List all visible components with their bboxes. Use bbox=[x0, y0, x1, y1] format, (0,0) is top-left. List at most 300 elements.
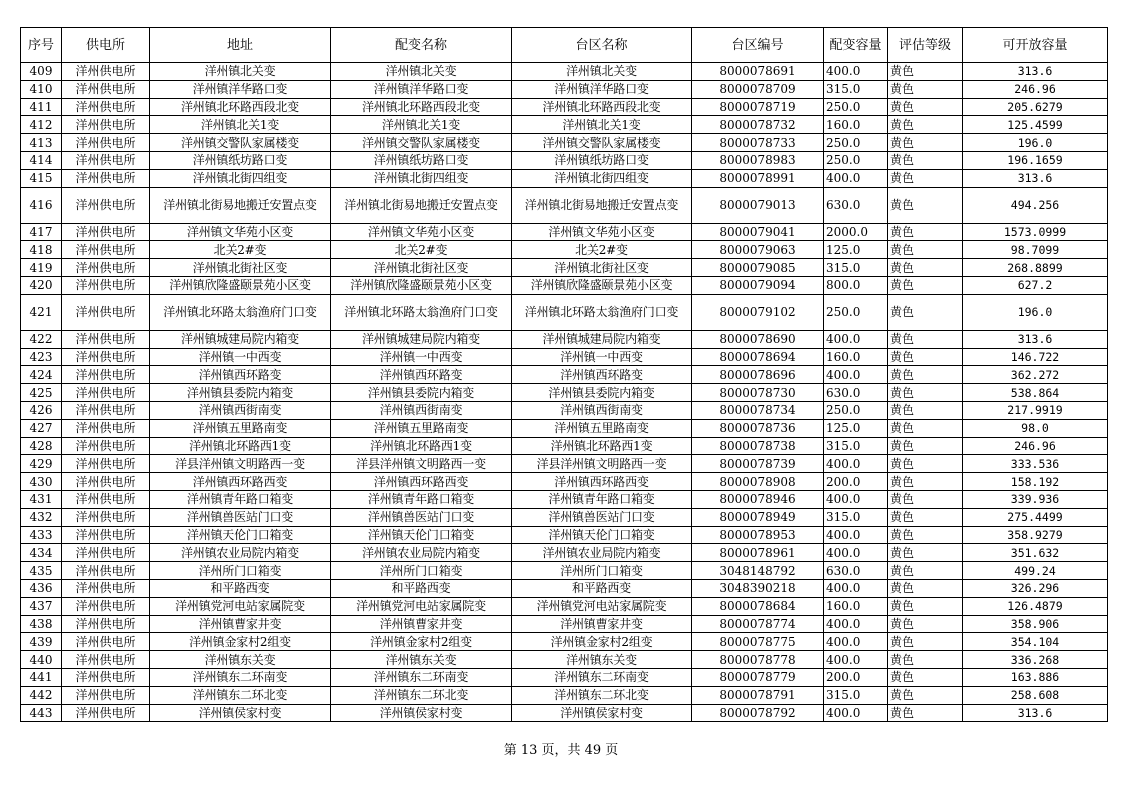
transformer-name-cell: 洋州镇天伦门口箱变 bbox=[331, 526, 512, 544]
address-cell: 洋州镇交警队家属楼变 bbox=[150, 134, 331, 152]
open-capacity-cell: 358.9279 bbox=[963, 526, 1108, 544]
page-footer: 第 13 页，共 49 页 bbox=[503, 743, 619, 758]
rating-cell: 黄色 bbox=[888, 366, 963, 384]
open-capacity-cell: 336.268 bbox=[963, 651, 1108, 669]
row-index-cell: 415 bbox=[21, 169, 62, 187]
area-code-cell: 8000078736 bbox=[692, 419, 824, 437]
row-index-cell: 443 bbox=[21, 704, 62, 722]
row-index-cell: 425 bbox=[21, 384, 62, 402]
area-code-cell: 8000078696 bbox=[692, 366, 824, 384]
area-code-cell: 8000078949 bbox=[692, 508, 824, 526]
rating-cell: 黄色 bbox=[888, 615, 963, 633]
row-index-cell: 427 bbox=[21, 419, 62, 437]
open-capacity-cell: 217.9919 bbox=[963, 401, 1108, 419]
transformer-capacity-cell: 250.0 bbox=[824, 134, 888, 152]
area-code-cell: 8000078739 bbox=[692, 455, 824, 473]
rating-cell: 黄色 bbox=[888, 187, 963, 223]
station-name-cell: 洋州供电所 bbox=[62, 526, 150, 544]
area-code-cell: 8000078779 bbox=[692, 668, 824, 686]
station-name-cell: 洋州供电所 bbox=[62, 366, 150, 384]
transformer-name-cell: 洋州镇东关变 bbox=[331, 651, 512, 669]
station-name-cell: 洋州供电所 bbox=[62, 294, 150, 330]
station-name-cell: 洋州供电所 bbox=[62, 259, 150, 277]
area-code-cell: 3048148792 bbox=[692, 562, 824, 580]
transformer-capacity-cell: 315.0 bbox=[824, 508, 888, 526]
table-row bbox=[21, 508, 1108, 526]
table-row bbox=[21, 437, 1108, 455]
row-index-cell: 420 bbox=[21, 276, 62, 294]
station-name-cell: 洋州供电所 bbox=[62, 187, 150, 223]
address-cell: 洋州镇城建局院内箱变 bbox=[150, 330, 331, 348]
open-capacity-cell: 158.192 bbox=[963, 473, 1108, 491]
open-capacity-cell: 313.6 bbox=[963, 330, 1108, 348]
area-name-cell: 洋州镇北环路西1变 bbox=[512, 437, 692, 455]
transformer-name-cell: 洋县洋州镇文明路西一变 bbox=[331, 455, 512, 473]
transformer-name-cell: 洋州镇北街易地搬迁安置点变 bbox=[331, 187, 512, 223]
address-cell: 洋州镇西街南变 bbox=[150, 401, 331, 419]
transformer-capacity-cell: 315.0 bbox=[824, 259, 888, 277]
open-capacity-cell: 126.4879 bbox=[963, 597, 1108, 615]
transformer-capacity-cell: 250.0 bbox=[824, 294, 888, 330]
rating-cell: 黄色 bbox=[888, 169, 963, 187]
station-name-cell: 洋州供电所 bbox=[62, 508, 150, 526]
area-name-cell: 洋州镇北环路西段北变 bbox=[512, 98, 692, 116]
transformer-capacity-cell: 800.0 bbox=[824, 276, 888, 294]
row-index-cell: 414 bbox=[21, 151, 62, 169]
row-index-cell: 441 bbox=[21, 668, 62, 686]
row-index-cell: 434 bbox=[21, 544, 62, 562]
transformer-capacity-cell: 630.0 bbox=[824, 384, 888, 402]
area-name-cell: 洋州镇文华苑小区变 bbox=[512, 223, 692, 241]
row-index-cell: 433 bbox=[21, 526, 62, 544]
station-name-cell: 洋州供电所 bbox=[62, 116, 150, 134]
rating-cell: 黄色 bbox=[888, 276, 963, 294]
transformer-capacity-cell: 400.0 bbox=[824, 544, 888, 562]
table-row bbox=[21, 544, 1108, 562]
table-row bbox=[21, 668, 1108, 686]
address-cell: 洋州镇纸坊路口变 bbox=[150, 151, 331, 169]
transformer-name-cell: 洋州镇北街四组变 bbox=[331, 169, 512, 187]
open-capacity-cell: 358.906 bbox=[963, 615, 1108, 633]
transformer-name-cell: 洋州镇洋华路口变 bbox=[331, 80, 512, 98]
address-cell: 北关2#变 bbox=[150, 241, 331, 259]
transformer-name-cell: 和平路西变 bbox=[331, 579, 512, 597]
address-cell: 洋州镇北关1变 bbox=[150, 116, 331, 134]
table-row bbox=[21, 633, 1108, 651]
area-name-cell: 洋州镇西街南变 bbox=[512, 401, 692, 419]
area-name-cell: 洋州镇天伦门口箱变 bbox=[512, 526, 692, 544]
transformer-capacity-cell: 400.0 bbox=[824, 455, 888, 473]
open-capacity-cell: 146.722 bbox=[963, 348, 1108, 366]
row-index-cell: 431 bbox=[21, 490, 62, 508]
transformer-capacity-cell: 315.0 bbox=[824, 437, 888, 455]
transformer-name-cell: 洋州镇交警队家属楼变 bbox=[331, 134, 512, 152]
area-code-cell: 8000078908 bbox=[692, 473, 824, 491]
transformer-capacity-cell: 250.0 bbox=[824, 151, 888, 169]
area-name-cell: 洋州镇一中西变 bbox=[512, 348, 692, 366]
address-cell: 洋州镇北环路西1变 bbox=[150, 437, 331, 455]
transformer-capacity-cell: 2000.0 bbox=[824, 223, 888, 241]
area-code-cell: 8000078709 bbox=[692, 80, 824, 98]
transformer-name-cell: 洋州镇兽医站门口变 bbox=[331, 508, 512, 526]
transformer-name-cell: 洋州镇一中西变 bbox=[331, 348, 512, 366]
row-index-cell: 429 bbox=[21, 455, 62, 473]
row-index-cell: 424 bbox=[21, 366, 62, 384]
area-code-cell: 8000078719 bbox=[692, 98, 824, 116]
rating-cell: 黄色 bbox=[888, 348, 963, 366]
area-name-cell: 洋州镇东二环北变 bbox=[512, 686, 692, 704]
transformer-name-cell: 洋州镇青年路口箱变 bbox=[331, 490, 512, 508]
rating-cell: 黄色 bbox=[888, 562, 963, 580]
transformer-name-cell: 洋州镇西街南变 bbox=[331, 401, 512, 419]
transformer-name-cell: 洋州镇西环路变 bbox=[331, 366, 512, 384]
area-code-cell: 8000078774 bbox=[692, 615, 824, 633]
transformer-capacity-cell: 250.0 bbox=[824, 401, 888, 419]
transformer-capacity-cell: 125.0 bbox=[824, 419, 888, 437]
transformer-name-cell: 洋州镇纸坊路口变 bbox=[331, 151, 512, 169]
area-name-cell: 洋州镇农业局院内箱变 bbox=[512, 544, 692, 562]
area-code-cell: 8000078792 bbox=[692, 704, 824, 722]
open-capacity-cell: 98.0 bbox=[963, 419, 1108, 437]
area-name-cell: 洋州镇西环路变 bbox=[512, 366, 692, 384]
header-area-name: 台区名称 bbox=[512, 28, 692, 63]
station-name-cell: 洋州供电所 bbox=[62, 98, 150, 116]
row-index-cell: 413 bbox=[21, 134, 62, 152]
address-cell: 洋州所门口箱变 bbox=[150, 562, 331, 580]
area-name-cell: 洋州镇洋华路口变 bbox=[512, 80, 692, 98]
address-cell: 洋州镇西环路西变 bbox=[150, 473, 331, 491]
transformer-name-cell: 洋州镇北环路西1变 bbox=[331, 437, 512, 455]
address-cell: 洋州镇一中西变 bbox=[150, 348, 331, 366]
table-row bbox=[21, 384, 1108, 402]
table-row bbox=[21, 704, 1108, 722]
transformer-capacity-cell: 315.0 bbox=[824, 80, 888, 98]
area-name-cell: 洋州镇交警队家属楼变 bbox=[512, 134, 692, 152]
header-open-capacity: 可开放容量 bbox=[963, 28, 1108, 63]
area-name-cell: 洋州镇北环路太翁渔府门口变 bbox=[512, 294, 692, 330]
address-cell: 洋州镇北街四组变 bbox=[150, 169, 331, 187]
area-name-cell: 洋州镇五里路南变 bbox=[512, 419, 692, 437]
address-cell: 洋州镇东二环北变 bbox=[150, 686, 331, 704]
table-row bbox=[21, 276, 1108, 294]
row-index-cell: 440 bbox=[21, 651, 62, 669]
transformer-name-cell: 洋州所门口箱变 bbox=[331, 562, 512, 580]
transformer-capacity-cell: 400.0 bbox=[824, 63, 888, 81]
station-name-cell: 洋州供电所 bbox=[62, 151, 150, 169]
area-code-cell: 8000078684 bbox=[692, 597, 824, 615]
row-index-cell: 411 bbox=[21, 98, 62, 116]
row-index-cell: 422 bbox=[21, 330, 62, 348]
table-row bbox=[21, 330, 1108, 348]
station-name-cell: 洋州供电所 bbox=[62, 401, 150, 419]
open-capacity-cell: 326.296 bbox=[963, 579, 1108, 597]
rating-cell: 黄色 bbox=[888, 330, 963, 348]
transformer-capacity-cell: 160.0 bbox=[824, 116, 888, 134]
table-row bbox=[21, 187, 1108, 223]
area-code-cell: 8000078738 bbox=[692, 437, 824, 455]
open-capacity-cell: 351.632 bbox=[963, 544, 1108, 562]
open-capacity-cell: 333.536 bbox=[963, 455, 1108, 473]
table-row bbox=[21, 401, 1108, 419]
transformer-capacity-cell: 400.0 bbox=[824, 704, 888, 722]
transformer-name-cell: 洋州镇东二环南变 bbox=[331, 668, 512, 686]
open-capacity-cell: 98.7099 bbox=[963, 241, 1108, 259]
transformer-name-cell: 洋州镇北关变 bbox=[331, 63, 512, 81]
open-capacity-cell: 1573.0999 bbox=[963, 223, 1108, 241]
table-row bbox=[21, 686, 1108, 704]
address-cell: 洋州镇北环路西段北变 bbox=[150, 98, 331, 116]
transformer-name-cell: 洋州镇农业局院内箱变 bbox=[331, 544, 512, 562]
transformer-name-cell: 洋州镇西环路西变 bbox=[331, 473, 512, 491]
open-capacity-cell: 354.104 bbox=[963, 633, 1108, 651]
address-cell: 洋州镇北街易地搬迁安置点变 bbox=[150, 187, 331, 223]
address-cell: 洋州镇五里路南变 bbox=[150, 419, 331, 437]
area-code-cell: 8000079041 bbox=[692, 223, 824, 241]
station-name-cell: 洋州供电所 bbox=[62, 633, 150, 651]
address-cell: 洋州镇东关变 bbox=[150, 651, 331, 669]
area-name-cell: 和平路西变 bbox=[512, 579, 692, 597]
station-name-cell: 洋州供电所 bbox=[62, 63, 150, 81]
address-cell: 洋州镇青年路口箱变 bbox=[150, 490, 331, 508]
transformer-name-cell: 洋州镇侯家村变 bbox=[331, 704, 512, 722]
address-cell: 洋州镇曹家井变 bbox=[150, 615, 331, 633]
transformer-capacity-cell: 200.0 bbox=[824, 473, 888, 491]
rating-cell: 黄色 bbox=[888, 134, 963, 152]
area-name-cell: 洋州镇侯家村变 bbox=[512, 704, 692, 722]
header-rating: 评估等级 bbox=[888, 28, 963, 63]
open-capacity-cell: 313.6 bbox=[963, 704, 1108, 722]
area-name-cell: 洋州镇欣隆盛颐景苑小区变 bbox=[512, 276, 692, 294]
area-code-cell: 8000078733 bbox=[692, 134, 824, 152]
table-row bbox=[21, 151, 1108, 169]
header-station: 供电所 bbox=[62, 28, 150, 63]
address-cell: 洋州镇农业局院内箱变 bbox=[150, 544, 331, 562]
address-cell: 洋州镇党河电站家属院变 bbox=[150, 597, 331, 615]
transformer-capacity-cell: 400.0 bbox=[824, 366, 888, 384]
area-code-cell: 8000079063 bbox=[692, 241, 824, 259]
table-body bbox=[21, 63, 1108, 722]
address-cell: 洋州镇欣隆盛颐景苑小区变 bbox=[150, 276, 331, 294]
row-index-cell: 437 bbox=[21, 597, 62, 615]
transformer-name-cell: 洋州镇城建局院内箱变 bbox=[331, 330, 512, 348]
area-name-cell: 洋州所门口箱变 bbox=[512, 562, 692, 580]
open-capacity-cell: 258.608 bbox=[963, 686, 1108, 704]
table-row bbox=[21, 526, 1108, 544]
table-row bbox=[21, 80, 1108, 98]
rating-cell: 黄色 bbox=[888, 526, 963, 544]
row-index-cell: 430 bbox=[21, 473, 62, 491]
address-cell: 洋州镇北环路太翁渔府门口变 bbox=[150, 294, 331, 330]
transformer-capacity-cell: 400.0 bbox=[824, 330, 888, 348]
row-index-cell: 432 bbox=[21, 508, 62, 526]
row-index-cell: 416 bbox=[21, 187, 62, 223]
transformer-name-cell: 洋州镇文华苑小区变 bbox=[331, 223, 512, 241]
transformer-name-cell: 北关2#变 bbox=[331, 241, 512, 259]
rating-cell: 黄色 bbox=[888, 80, 963, 98]
transformer-capacity-cell: 400.0 bbox=[824, 526, 888, 544]
transformer-name-cell: 洋州镇北环路西段北变 bbox=[331, 98, 512, 116]
table-row bbox=[21, 562, 1108, 580]
header-transformer-name: 配变名称 bbox=[331, 28, 512, 63]
table-row bbox=[21, 455, 1108, 473]
row-index-cell: 442 bbox=[21, 686, 62, 704]
transformer-capacity-cell: 400.0 bbox=[824, 633, 888, 651]
address-cell: 洋州镇东二环南变 bbox=[150, 668, 331, 686]
rating-cell: 黄色 bbox=[888, 455, 963, 473]
open-capacity-cell: 362.272 bbox=[963, 366, 1108, 384]
row-index-cell: 412 bbox=[21, 116, 62, 134]
table-row bbox=[21, 348, 1108, 366]
station-name-cell: 洋州供电所 bbox=[62, 134, 150, 152]
transformer-capacity-cell: 400.0 bbox=[824, 490, 888, 508]
address-cell: 洋州镇天伦门口箱变 bbox=[150, 526, 331, 544]
open-capacity-cell: 196.0 bbox=[963, 294, 1108, 330]
area-code-cell: 8000078946 bbox=[692, 490, 824, 508]
station-name-cell: 洋州供电所 bbox=[62, 615, 150, 633]
row-index-cell: 428 bbox=[21, 437, 62, 455]
table-row bbox=[21, 615, 1108, 633]
area-name-cell: 北关2#变 bbox=[512, 241, 692, 259]
area-code-cell: 8000078778 bbox=[692, 651, 824, 669]
address-cell: 洋县洋州镇文明路西一变 bbox=[150, 455, 331, 473]
address-cell: 洋州镇洋华路口变 bbox=[150, 80, 331, 98]
transformer-name-cell: 洋州镇北关1变 bbox=[331, 116, 512, 134]
station-name-cell: 洋州供电所 bbox=[62, 80, 150, 98]
area-name-cell: 洋州镇城建局院内箱变 bbox=[512, 330, 692, 348]
area-name-cell: 洋州镇西环路西变 bbox=[512, 473, 692, 491]
area-name-cell: 洋州镇党河电站家属院变 bbox=[512, 597, 692, 615]
area-code-cell: 8000078791 bbox=[692, 686, 824, 704]
area-code-cell: 8000078961 bbox=[692, 544, 824, 562]
table-row bbox=[21, 597, 1108, 615]
area-name-cell: 洋州镇东关变 bbox=[512, 651, 692, 669]
open-capacity-cell: 125.4599 bbox=[963, 116, 1108, 134]
table-row bbox=[21, 651, 1108, 669]
rating-cell: 黄色 bbox=[888, 98, 963, 116]
table-row bbox=[21, 259, 1108, 277]
rating-cell: 黄色 bbox=[888, 401, 963, 419]
station-name-cell: 洋州供电所 bbox=[62, 276, 150, 294]
area-code-cell: 8000078991 bbox=[692, 169, 824, 187]
transformer-capacity-cell: 200.0 bbox=[824, 668, 888, 686]
address-cell: 和平路西变 bbox=[150, 579, 331, 597]
open-capacity-cell: 494.256 bbox=[963, 187, 1108, 223]
table-row bbox=[21, 134, 1108, 152]
header-transformer-capacity: 配变容量 bbox=[824, 28, 888, 63]
rating-cell: 黄色 bbox=[888, 508, 963, 526]
address-cell: 洋州镇侯家村变 bbox=[150, 704, 331, 722]
rating-cell: 黄色 bbox=[888, 437, 963, 455]
rating-cell: 黄色 bbox=[888, 686, 963, 704]
station-name-cell: 洋州供电所 bbox=[62, 686, 150, 704]
area-code-cell: 8000079102 bbox=[692, 294, 824, 330]
station-name-cell: 洋州供电所 bbox=[62, 704, 150, 722]
area-code-cell: 8000078953 bbox=[692, 526, 824, 544]
station-name-cell: 洋州供电所 bbox=[62, 223, 150, 241]
rating-cell: 黄色 bbox=[888, 704, 963, 722]
open-capacity-cell: 313.6 bbox=[963, 169, 1108, 187]
area-code-cell: 8000079094 bbox=[692, 276, 824, 294]
table-row bbox=[21, 116, 1108, 134]
transformer-name-cell: 洋州镇金家村2组变 bbox=[331, 633, 512, 651]
table-row bbox=[21, 473, 1108, 491]
table-row bbox=[21, 366, 1108, 384]
transformer-capacity-cell: 250.0 bbox=[824, 98, 888, 116]
table-row bbox=[21, 241, 1108, 259]
row-index-cell: 421 bbox=[21, 294, 62, 330]
open-capacity-cell: 627.2 bbox=[963, 276, 1108, 294]
open-capacity-cell: 313.6 bbox=[963, 63, 1108, 81]
open-capacity-cell: 538.864 bbox=[963, 384, 1108, 402]
address-cell: 洋州镇金家村2组变 bbox=[150, 633, 331, 651]
station-name-cell: 洋州供电所 bbox=[62, 437, 150, 455]
station-name-cell: 洋州供电所 bbox=[62, 579, 150, 597]
area-name-cell: 洋州镇曹家井变 bbox=[512, 615, 692, 633]
rating-cell: 黄色 bbox=[888, 63, 963, 81]
transformer-capacity-cell: 160.0 bbox=[824, 348, 888, 366]
area-code-cell: 3048390218 bbox=[692, 579, 824, 597]
open-capacity-cell: 499.24 bbox=[963, 562, 1108, 580]
header-area-code: 台区编号 bbox=[692, 28, 824, 63]
transformer-name-cell: 洋州镇党河电站家属院变 bbox=[331, 597, 512, 615]
transformer-capacity-cell: 160.0 bbox=[824, 597, 888, 615]
open-capacity-cell: 339.936 bbox=[963, 490, 1108, 508]
area-code-cell: 8000078690 bbox=[692, 330, 824, 348]
rating-cell: 黄色 bbox=[888, 223, 963, 241]
station-name-cell: 洋州供电所 bbox=[62, 419, 150, 437]
open-capacity-cell: 196.1659 bbox=[963, 151, 1108, 169]
rating-cell: 黄色 bbox=[888, 473, 963, 491]
table-row bbox=[21, 169, 1108, 187]
row-index-cell: 423 bbox=[21, 348, 62, 366]
rating-cell: 黄色 bbox=[888, 384, 963, 402]
row-index-cell: 436 bbox=[21, 579, 62, 597]
table-row bbox=[21, 490, 1108, 508]
header-address: 地址 bbox=[150, 28, 331, 63]
row-index-cell: 438 bbox=[21, 615, 62, 633]
table-row bbox=[21, 294, 1108, 330]
capacity-table bbox=[20, 27, 1108, 722]
area-name-cell: 洋州镇东二环南变 bbox=[512, 668, 692, 686]
transformer-name-cell: 洋州镇曹家井变 bbox=[331, 615, 512, 633]
area-name-cell: 洋州镇北街四组变 bbox=[512, 169, 692, 187]
area-code-cell: 8000078734 bbox=[692, 401, 824, 419]
open-capacity-cell: 246.96 bbox=[963, 437, 1108, 455]
table-row bbox=[21, 419, 1108, 437]
transformer-name-cell: 洋州镇北街社区变 bbox=[331, 259, 512, 277]
table-row bbox=[21, 579, 1108, 597]
row-index-cell: 417 bbox=[21, 223, 62, 241]
row-index-cell: 409 bbox=[21, 63, 62, 81]
station-name-cell: 洋州供电所 bbox=[62, 544, 150, 562]
transformer-name-cell: 洋州镇北环路太翁渔府门口变 bbox=[331, 294, 512, 330]
station-name-cell: 洋州供电所 bbox=[62, 348, 150, 366]
table-row bbox=[21, 98, 1108, 116]
row-index-cell: 418 bbox=[21, 241, 62, 259]
station-name-cell: 洋州供电所 bbox=[62, 330, 150, 348]
table-row bbox=[21, 63, 1108, 81]
station-name-cell: 洋州供电所 bbox=[62, 241, 150, 259]
area-name-cell: 洋州镇北街社区变 bbox=[512, 259, 692, 277]
open-capacity-cell: 205.6279 bbox=[963, 98, 1108, 116]
station-name-cell: 洋州供电所 bbox=[62, 668, 150, 686]
table-header bbox=[21, 28, 1108, 63]
area-name-cell: 洋州镇青年路口箱变 bbox=[512, 490, 692, 508]
open-capacity-cell: 196.0 bbox=[963, 134, 1108, 152]
area-code-cell: 8000078691 bbox=[692, 63, 824, 81]
transformer-capacity-cell: 630.0 bbox=[824, 187, 888, 223]
station-name-cell: 洋州供电所 bbox=[62, 455, 150, 473]
